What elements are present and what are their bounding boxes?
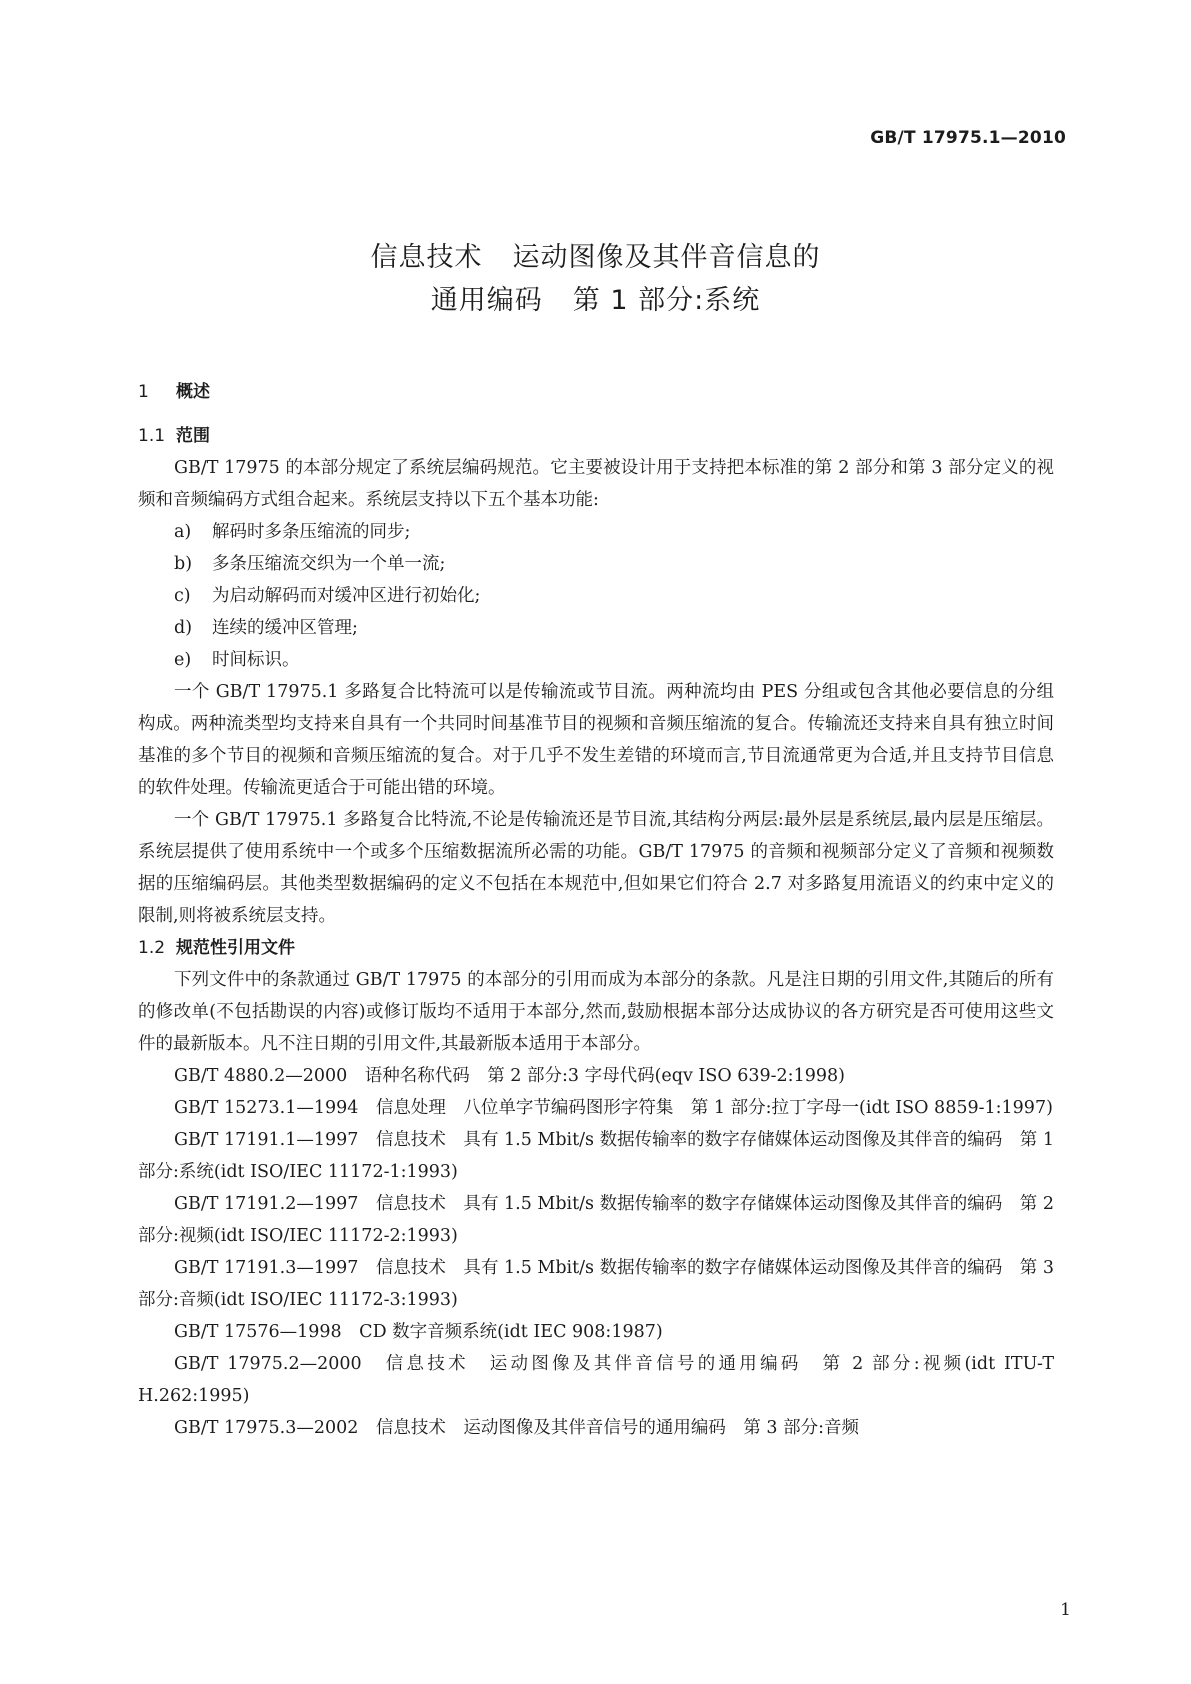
section-number: 1 [138, 382, 149, 402]
list-item [138, 516, 1054, 548]
reference-entry: GB/T 17975.3—2002 信息技术 运动图像及其伴音信号的通用编码 第 3 部分:音频 [174, 1418, 860, 1438]
title-part: 信息技术 [370, 242, 483, 273]
section-title: 概述 [176, 382, 210, 402]
list-item [138, 644, 1054, 676]
list-marker: b) [174, 554, 193, 574]
list-text: 多条压缩流交织为一个单一流; [212, 554, 446, 574]
paragraph: 一个 GB/T 17975.1 多路复合比特流,不论是传输流还是节目流,其结构分两层:最外层是系统层,最内层是压缩层。系统层提供了使用系统中一个或多个压缩数据流所必需的功能。GB/T 17975 的音频和视频部分定义了音频和视频数据的压缩编码层。其他类型数据编码的定义不包括在本规范中,但如果它们符合 2.7 对多路复用流语义的约束中定义的限制,则将被系统层支持。 [138, 810, 1054, 926]
paragraph: 下列文件中的条款通过 GB/T 17975 的本部分的引用而成为本部分的条款。凡是注日期的引用文件,其随后的所有的修改单(不包括勘误的内容)或修订版均不适用于本部分,然而,鼓励根据本部分达成协议的各方研究是否可使用这些文件的最新版本。凡不注日期的引用文件,其最新版本适用于本部分。 [138, 970, 1054, 1054]
list-text: 连续的缓冲区管理; [212, 618, 358, 638]
list-item [138, 612, 1054, 644]
title-part: 通用编码 [430, 285, 543, 316]
title-line-2 [0, 278, 1191, 317]
list-marker: a) [174, 522, 192, 542]
list-marker: e) [174, 650, 192, 670]
list-text: 时间标识。 [212, 650, 300, 670]
list-item [138, 548, 1054, 580]
title-line-1 [0, 235, 1191, 274]
title-part: 第 1 部分:系统 [572, 285, 761, 316]
section-number: 1.1 [138, 426, 166, 446]
list-item [138, 580, 1054, 612]
reference-entry: GB/T 17975.2—2000 信息技术 运动图像及其伴音信号的通用编码 第 2 部分:视频(idt ITU-T H.262:1995) [138, 1354, 1054, 1406]
section-heading-1 [138, 376, 1054, 408]
reference-entry: GB/T 17191.1—1997 信息技术 具有 1.5 Mbit/s 数据传输率的数字存储媒体运动图像及其伴音的编码 第 1 部分:系统(idt ISO/IEC 11172-1:1993) [138, 1130, 1054, 1182]
section-title: 范围 [176, 426, 210, 446]
title-part: 运动图像及其伴音信息的 [512, 242, 821, 273]
list-text: 解码时多条压缩流的同步; [212, 522, 411, 542]
standard-code: GB/T 17975.1—2010 [870, 128, 1066, 148]
list-text: 为启动解码而对缓冲区进行初始化; [212, 586, 481, 606]
reference-entry: GB/T 15273.1—1994 信息处理 八位单字节编码图形字符集 第 1 部分:拉丁字母一(idt ISO 8859-1:1997) [174, 1098, 1053, 1118]
section-heading-1-1 [138, 420, 1054, 452]
paragraph: 一个 GB/T 17975.1 多路复合比特流可以是传输流或节目流。两种流均由 PES 分组或包含其他必要信息的分组构成。两种流类型均支持来自具有一个共同时间基准节目的视频和音频压缩流的复合。传输流还支持来自具有独立时间基准的多个节目的视频和音频压缩流的复合。对于几乎不发生差错的环境而言,节目流通常更为合适,并且支持节目信息的软件处理。传输流更适合于可能出错的环境。 [138, 682, 1054, 798]
section-title: 规范性引用文件 [176, 938, 295, 958]
section-number: 1.2 [138, 938, 166, 958]
reference-entry: GB/T 17576—1998 CD 数字音频系统(idt IEC 908:1987) [174, 1322, 663, 1342]
section-heading-1-2 [138, 932, 1054, 964]
paragraph: GB/T 17975 的本部分规定了系统层编码规范。它主要被设计用于支持把本标准的第 2 部分和第 3 部分定义的视频和音频编码方式组合起来。系统层支持以下五个基本功能: [138, 458, 1054, 510]
reference-entry: GB/T 4880.2—2000 语种名称代码 第 2 部分:3 字母代码(eqv ISO 639-2:1998) [174, 1066, 845, 1086]
list-marker: c) [174, 586, 191, 606]
list-marker: d) [174, 618, 193, 638]
reference-entry: GB/T 17191.2—1997 信息技术 具有 1.5 Mbit/s 数据传输率的数字存储媒体运动图像及其伴音的编码 第 2 部分:视频(idt ISO/IEC 11172-2:1993) [138, 1194, 1054, 1246]
reference-entry: GB/T 17191.3—1997 信息技术 具有 1.5 Mbit/s 数据传输率的数字存储媒体运动图像及其伴音的编码 第 3 部分:音频(idt ISO/IEC 11172-3:1993) [138, 1258, 1054, 1310]
document-body [138, 376, 1054, 1444]
page-number: 1 [1060, 1600, 1071, 1620]
